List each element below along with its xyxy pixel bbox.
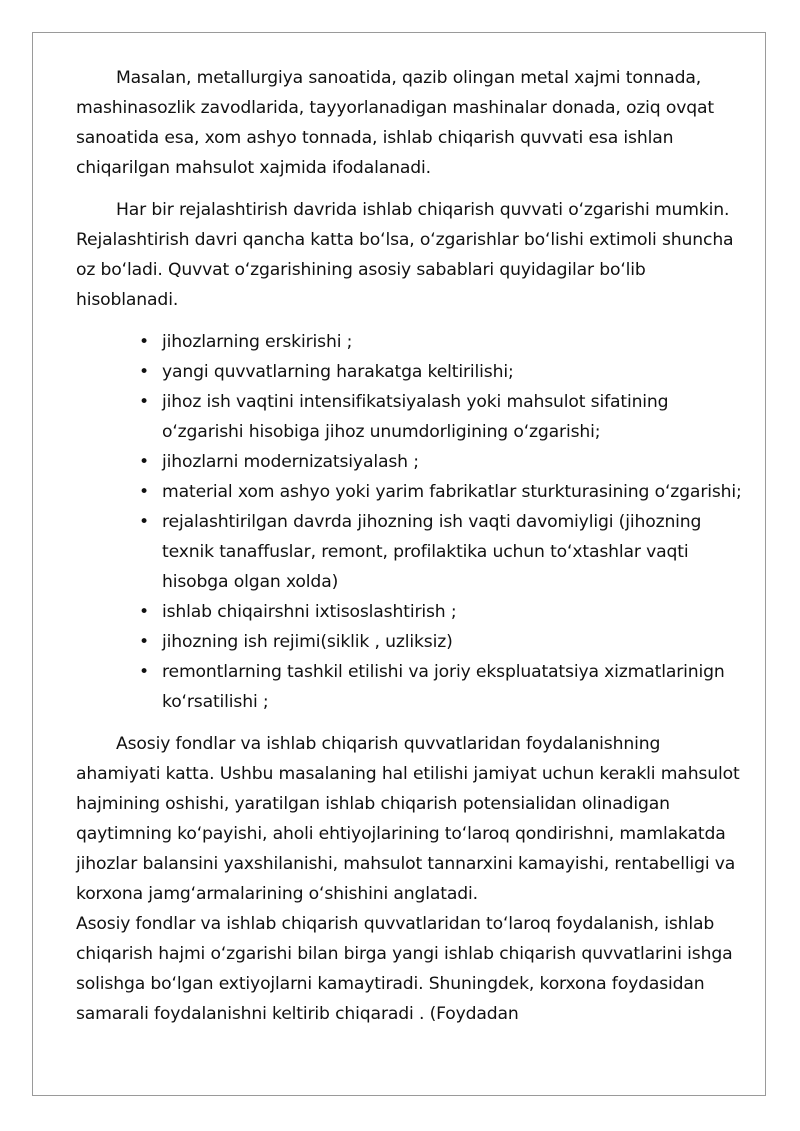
paragraph-fixed-assets: Asosiy fondlar va ishlab chiqarish quvvatlaridan foydalanishning ahamiyati katta. Ushbu masalaning hal etilishi jamiyat uchun kerakli mahsulot hajmining oshishi, yaratilgan ishlab chiqarish potensialidan olinadigan qaytimning koʻpayishi, aholi ehtiyojlarining toʻlaroq qondirishni, mamlakatda jihozlar balansini yaxshilanishi, mahsulot tannarxini kamayishi, rentabelligi va korxona jamgʻarmalarining oʻshishini anglatadi.: [76, 734, 740, 904]
list-item-text: material xom ashyo yoki yarim fabrikatlar sturkturasining oʻzgarishi;: [162, 482, 742, 502]
bullet-icon: •: [139, 452, 149, 472]
list-item-text: rejalashtirilgan davrda jihozning ish vaqti davomiyligi (jihozning texnik tanaffuslar, remont, profilaktika uchun toʻxtashlar vaqti hisobga olgan xolda): [162, 512, 702, 592]
document-body: [76, 63, 746, 1029]
list-item-text: jihozlarning erskirishi ;: [162, 332, 353, 352]
bullet-icon: •: [139, 602, 149, 622]
bullet-icon: •: [139, 392, 149, 412]
list-item: [139, 447, 746, 477]
paragraph-planning-period: Har bir rejalashtirish davrida ishlab chiqarish quvvati oʻzgarishi mumkin. Rejalashtirish davri qancha katta boʻlsa, oʻzgarishlar boʻlishi extimoli shuncha oz boʻladi. Quvvat oʻzgarishining asosiy sabablari quyidagilar boʻlib hisoblanadi.: [76, 200, 734, 310]
list-item-text: remontlarning tashkil etilishi va joriy ekspluatatsiya xizmatlarinign koʻrsatilishi ;: [162, 662, 725, 712]
bullet-icon: •: [139, 332, 149, 352]
list-item-text: jihozning ish rejimi(siklik , uzliksiz): [162, 632, 453, 652]
paragraph-intro: Masalan, metallurgiya sanoatida, qazib olingan metal xajmi tonnada, mashinasozlik zavodlarida, tayyorlanadigan mashinalar donada, oziq ovqat sanoatida esa, xom ashyo tonnada, ishlab chiqarish quvvati esa ishlan chiqarilgan mahsulot xajmida ifodalanadi.: [76, 68, 715, 178]
list-item: [139, 387, 746, 447]
list-item: [139, 507, 746, 597]
list-item: [139, 327, 746, 357]
bullet-icon: •: [139, 632, 149, 652]
bullet-icon: •: [139, 362, 149, 382]
bullet-icon: •: [139, 512, 149, 532]
bullet-icon: •: [139, 482, 149, 502]
list-item: [139, 597, 746, 627]
list-item: [139, 357, 746, 387]
capacity-change-reasons-list: [76, 327, 746, 717]
list-item: [139, 627, 746, 657]
list-item-text: jihoz ish vaqtini intensifikatsiyalash yoki mahsulot sifatining oʻzgarishi hisobiga jihoz unumdorligining oʻzgarishi;: [162, 392, 669, 442]
list-item: [139, 477, 746, 507]
list-item-text: jihozlarni modernizatsiyalash ;: [162, 452, 419, 472]
list-item-text: ishlab chiqairshni ixtisoslashtirish ;: [162, 602, 457, 622]
list-item: [139, 657, 746, 717]
paragraph-efficient-use: Asosiy fondlar va ishlab chiqarish quvvatlaridan toʻlaroq foydalanish, ishlab chiqarish hajmi oʻzgarishi bilan birga yangi ishlab chiqarish quvvatlarini ishga solishga boʻlgan extiyojlarni kamaytiradi. Shuningdek, korxona foydasidan samarali foydalanishni keltirib chiqaradi . (Foydadan: [76, 914, 733, 1024]
bullet-icon: •: [139, 662, 149, 682]
list-item-text: yangi quvvatlarning harakatga keltirilishi;: [162, 362, 514, 382]
